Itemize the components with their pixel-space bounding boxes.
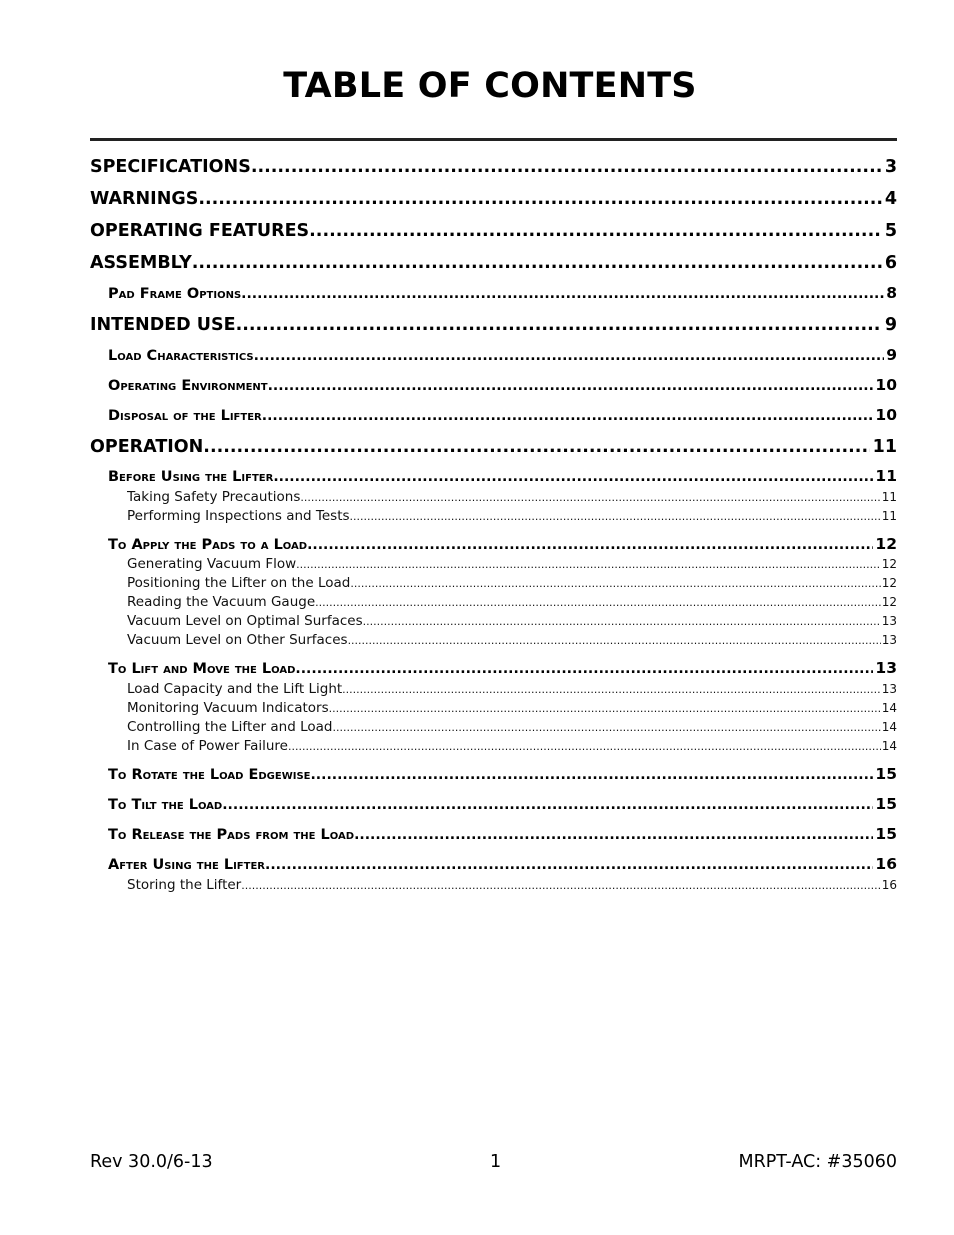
toc-dot-leader bbox=[309, 219, 882, 243]
toc-entry[interactable] bbox=[127, 631, 897, 649]
footer-document-id: MRPT-AC: #35060 bbox=[738, 1152, 897, 1172]
toc-entry[interactable] bbox=[90, 435, 897, 459]
toc-entry[interactable] bbox=[108, 283, 897, 303]
toc-entry-label: Generating Vacuum Flow bbox=[127, 556, 297, 572]
toc-entry-page: 16 bbox=[875, 855, 897, 873]
toc-dot-leader bbox=[251, 155, 882, 179]
toc-dot-leader bbox=[315, 594, 881, 611]
toc-entry[interactable] bbox=[108, 405, 897, 425]
toc-entry[interactable] bbox=[108, 534, 897, 554]
toc-entry-page: 11 bbox=[875, 467, 897, 485]
toc-entry[interactable] bbox=[127, 718, 897, 736]
toc-dot-leader bbox=[295, 659, 873, 678]
toc-entry-page: 8 bbox=[886, 284, 897, 302]
toc-entry[interactable] bbox=[127, 612, 897, 630]
toc-dot-leader bbox=[307, 535, 873, 554]
toc-dot-leader bbox=[273, 467, 873, 486]
toc-dot-leader bbox=[265, 855, 873, 874]
toc-entry[interactable] bbox=[108, 375, 897, 395]
toc-entry[interactable] bbox=[127, 699, 897, 717]
toc-dot-leader bbox=[203, 435, 869, 459]
toc-entry-page: 15 bbox=[875, 795, 897, 813]
toc-entry[interactable] bbox=[108, 854, 897, 874]
toc-entry[interactable] bbox=[90, 187, 897, 211]
toc-dot-leader bbox=[342, 681, 881, 698]
toc-entry-page: 10 bbox=[875, 376, 897, 394]
toc-entry-label: In Case of Power Failure bbox=[127, 738, 288, 754]
toc-entry[interactable] bbox=[108, 764, 897, 784]
toc-entry-label: WARNINGS bbox=[90, 189, 199, 209]
toc-entry-page: 6 bbox=[884, 253, 897, 273]
toc-entry-page: 13 bbox=[881, 682, 897, 696]
toc-entry-page: 14 bbox=[881, 720, 897, 734]
toc-entry-page: 5 bbox=[884, 221, 897, 241]
toc-entry[interactable] bbox=[90, 251, 897, 275]
toc-entry-label: Controlling the Lifter and Load bbox=[127, 719, 333, 735]
toc-dot-leader bbox=[241, 877, 880, 894]
toc-dot-leader bbox=[236, 313, 882, 337]
footer-page-number: 1 bbox=[490, 1152, 502, 1172]
toc-dot-leader bbox=[350, 575, 880, 592]
toc-dot-leader bbox=[198, 187, 882, 211]
toc-entry[interactable] bbox=[127, 593, 897, 611]
toc-entry-page: 16 bbox=[881, 878, 897, 892]
toc-dot-leader bbox=[288, 738, 881, 755]
toc-entry-page: 12 bbox=[881, 576, 897, 590]
toc-entry-label: Performing Inspections and Tests bbox=[127, 508, 350, 524]
toc-entry-page: 15 bbox=[875, 765, 897, 783]
toc-entry-label: Before Using the Lifter bbox=[108, 469, 274, 485]
page-title: TABLE OF CONTENTS bbox=[283, 66, 697, 106]
toc-entry-label: OPERATION bbox=[90, 437, 204, 457]
toc-entry[interactable] bbox=[127, 555, 897, 573]
toc-entry-label: Positioning the Lifter on the Load bbox=[127, 575, 351, 591]
toc-entry-label: To Tilt the Load bbox=[108, 797, 223, 813]
toc-entry[interactable] bbox=[127, 488, 897, 506]
toc-entry-label: Load Capacity and the Lift Light bbox=[127, 681, 343, 697]
toc-entry-label: Operating Environment bbox=[108, 378, 268, 394]
toc-dot-leader bbox=[254, 346, 885, 365]
toc-entry-page: 4 bbox=[884, 189, 897, 209]
toc-entry-label: INTENDED USE bbox=[90, 315, 236, 335]
toc-entry-page: 3 bbox=[884, 157, 897, 177]
toc-dot-leader bbox=[192, 251, 882, 275]
toc-entry[interactable] bbox=[90, 219, 897, 243]
toc-entry-page: 12 bbox=[881, 595, 897, 609]
toc-entry[interactable] bbox=[127, 876, 897, 894]
toc-entry-label: SPECIFICATIONS bbox=[90, 157, 251, 177]
toc-entry-label: Reading the Vacuum Gauge bbox=[127, 594, 316, 610]
toc-entry-label: To Lift and Move the Load bbox=[108, 661, 296, 677]
toc-dot-leader bbox=[262, 406, 874, 425]
footer-revision: Rev 30.0/6-13 bbox=[90, 1152, 213, 1172]
toc-dot-leader bbox=[296, 556, 881, 573]
toc-entry-label: OPERATING FEATURES bbox=[90, 221, 310, 241]
toc-entry-label: Load Characteristics bbox=[108, 348, 254, 364]
toc-dot-leader bbox=[222, 795, 873, 814]
toc-entry-label: To Rotate the Load Edgewise bbox=[108, 767, 311, 783]
toc-dot-leader bbox=[363, 613, 881, 630]
toc-entry-page: 11 bbox=[881, 509, 897, 523]
toc-entry-label: After Using the Lifter bbox=[108, 857, 265, 873]
toc-entry[interactable] bbox=[127, 737, 897, 755]
toc-entry[interactable] bbox=[108, 466, 897, 486]
toc-entry[interactable] bbox=[127, 680, 897, 698]
toc-entry-label: Monitoring Vacuum Indicators bbox=[127, 700, 329, 716]
toc-entry-label: Pad Frame Options bbox=[108, 286, 242, 302]
toc-entry-page: 9 bbox=[884, 315, 897, 335]
toc-dot-leader bbox=[268, 376, 874, 395]
toc-dot-leader bbox=[354, 825, 873, 844]
toc-entry-page: 11 bbox=[881, 490, 897, 504]
toc-dot-leader bbox=[300, 489, 880, 506]
toc-entry-label: Taking Safety Precautions bbox=[127, 489, 301, 505]
toc-entry[interactable] bbox=[127, 507, 897, 525]
toc-dot-leader bbox=[350, 508, 881, 525]
toc-entry-page: 14 bbox=[881, 739, 897, 753]
toc-entry-label: ASSEMBLY bbox=[90, 253, 192, 273]
toc-dot-leader bbox=[329, 700, 881, 717]
toc-dot-leader bbox=[332, 719, 880, 736]
toc-entry-page: 10 bbox=[875, 406, 897, 424]
toc-entry[interactable] bbox=[108, 658, 897, 678]
toc-entry[interactable] bbox=[90, 313, 897, 337]
toc-dot-leader bbox=[310, 765, 873, 784]
toc-entry[interactable] bbox=[127, 574, 897, 592]
toc-entry-page: 12 bbox=[875, 535, 897, 553]
toc-dot-leader bbox=[348, 632, 881, 649]
toc-entry-label: To Apply the Pads to a Load bbox=[108, 537, 308, 553]
toc-entry-page: 13 bbox=[881, 633, 897, 647]
toc-entry-label: Storing the Lifter bbox=[127, 877, 242, 893]
toc-dot-leader bbox=[241, 284, 884, 303]
toc-entry-label: Disposal of the Lifter bbox=[108, 408, 262, 424]
toc-entry[interactable] bbox=[108, 824, 897, 844]
toc-entry-page: 15 bbox=[875, 825, 897, 843]
toc-entry-page: 13 bbox=[881, 614, 897, 628]
toc-entry-label: Vacuum Level on Other Surfaces bbox=[127, 632, 348, 648]
toc-entry[interactable] bbox=[90, 155, 897, 179]
toc-entry-page: 9 bbox=[886, 346, 897, 364]
toc-entry[interactable] bbox=[108, 794, 897, 814]
toc-entry[interactable] bbox=[108, 345, 897, 365]
toc-entry-label: To Release the Pads from the Load bbox=[108, 827, 355, 843]
toc-entry-label: Vacuum Level on Optimal Surfaces bbox=[127, 613, 363, 629]
toc-entry-page: 12 bbox=[881, 557, 897, 571]
toc-entry-page: 14 bbox=[881, 701, 897, 715]
toc-entry-page: 13 bbox=[875, 659, 897, 677]
toc-entry-page: 11 bbox=[872, 437, 897, 457]
